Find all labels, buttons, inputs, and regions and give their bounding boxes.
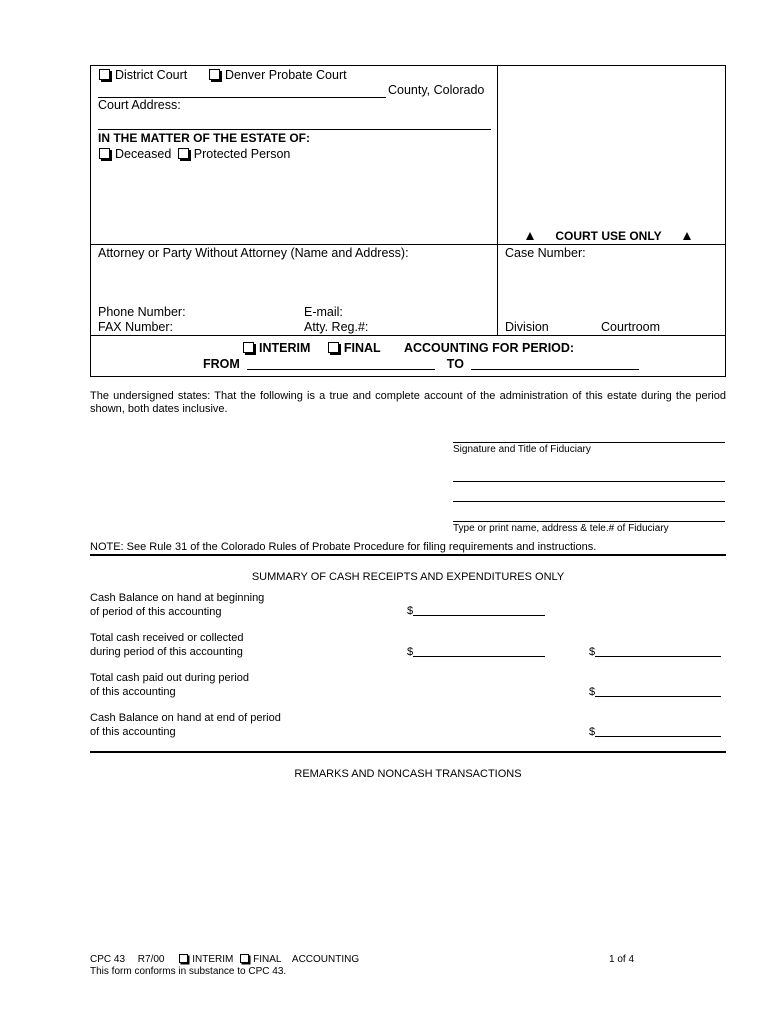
district-court-checkbox[interactable] [99, 69, 110, 80]
footer-final-checkbox [240, 954, 249, 963]
summary-row-ending-balance [90, 711, 281, 739]
up-arrow-left-icon [526, 232, 534, 240]
amount-line[interactable] [595, 645, 721, 657]
caption-column-divider [497, 65, 498, 335]
protected-person-option[interactable] [175, 147, 291, 161]
dollar-sign: $ [407, 646, 414, 658]
footer-left [90, 954, 359, 978]
accounting-type-row [243, 341, 574, 355]
amount-line[interactable] [413, 604, 545, 616]
protected-person-checkbox[interactable] [178, 148, 189, 159]
division-label: Division [505, 320, 549, 334]
beginning-balance-amount-field[interactable] [407, 604, 545, 617]
summary-row-label-line1: Total cash received or collected [90, 632, 244, 644]
in-the-matter-label: IN THE MATTER OF THE ESTATE OF: [98, 131, 310, 145]
district-court-option[interactable] [99, 68, 187, 82]
footer-form-code: CPC 43 [90, 954, 126, 965]
caption-left-border [90, 65, 91, 376]
summary-row-cash-received [90, 631, 243, 659]
amount-line[interactable] [595, 725, 721, 737]
phone-number-label: Phone Number: [98, 305, 186, 319]
summary-row-label-line2: of this accounting [90, 686, 176, 698]
footer-final-label: FINAL [253, 954, 282, 965]
caption-row-divider-2 [90, 335, 726, 336]
protected-person-label: Protected Person [193, 147, 291, 161]
courtroom-label: Courtroom [601, 320, 661, 334]
accounting-for-period-label: ACCOUNTING FOR PERIOD: [403, 341, 575, 355]
footer-final [240, 954, 281, 965]
interim-checkbox[interactable] [243, 342, 254, 353]
footer-interim-checkbox [179, 954, 188, 963]
fiduciary-phone-line[interactable] [453, 521, 725, 522]
footer-conforms: This form conforms in substance to CPC 43. [90, 966, 287, 977]
final-checkbox[interactable] [328, 342, 339, 353]
atty-reg-label: Atty. Reg.#: [304, 320, 369, 334]
denver-probate-court-option[interactable] [209, 68, 347, 82]
footer-interim-label: INTERIM [192, 954, 234, 965]
attorney-label: Attorney or Party Without Attorney (Name and Address): [98, 246, 409, 260]
case-number-label: Case Number: [505, 246, 586, 260]
denver-probate-court-checkbox[interactable] [209, 69, 220, 80]
from-date-field[interactable] [247, 358, 435, 370]
ending-balance-amount-field[interactable] [589, 725, 721, 738]
signature-title-label: Signature and Title of Fiduciary [453, 444, 591, 455]
county-colorado-label: County, Colorado [388, 83, 485, 97]
signature-line[interactable] [453, 442, 725, 443]
court-address-line[interactable] [98, 129, 491, 130]
summary-row-beginning-balance [90, 591, 264, 619]
page-number: 1 of 4 [609, 954, 635, 965]
up-arrow-right-icon [683, 232, 691, 240]
cash-received-amount-field[interactable] [407, 645, 545, 658]
footer-form-line [90, 954, 359, 966]
amount-line[interactable] [595, 685, 721, 697]
type-print-label: Type or print name, address & tele.# of Fiduciary [453, 523, 669, 534]
caption-row-divider-1 [90, 244, 726, 245]
interim-option[interactable] [243, 341, 310, 355]
period-dates-row [203, 357, 639, 371]
dollar-sign: $ [407, 605, 414, 617]
cash-received-total-field[interactable] [589, 645, 721, 658]
estate-type-options [99, 147, 290, 161]
fax-number-label: FAX Number: [98, 320, 174, 334]
fiduciary-address-line[interactable] [453, 501, 725, 502]
amount-line[interactable] [413, 645, 545, 657]
footer-accounting: ACCOUNTING [291, 954, 360, 965]
fiduciary-name-line[interactable] [453, 481, 725, 482]
court-use-only-label: COURT USE ONLY [555, 229, 662, 243]
district-court-label: District Court [115, 68, 188, 82]
caption-right-border [725, 65, 726, 376]
summary-row-label-line1: Total cash paid out during period [90, 672, 249, 684]
remarks-area[interactable] [90, 786, 726, 946]
summary-heading: SUMMARY OF CASH RECEIPTS AND EXPENDITURES ONLY [251, 571, 565, 583]
court-use-only-row [526, 229, 701, 243]
deceased-checkbox[interactable] [99, 148, 110, 159]
to-date-field[interactable] [471, 358, 639, 370]
interim-label: INTERIM [259, 341, 311, 355]
dollar-sign: $ [589, 726, 596, 738]
summary-row-label-line1: Cash Balance on hand at end of period [90, 712, 281, 724]
deceased-option[interactable] [99, 147, 171, 161]
denver-probate-court-label: Denver Probate Court [225, 68, 347, 82]
summary-row-label-line2: of period of this accounting [90, 606, 222, 618]
summary-row-label-line2: of this accounting [90, 726, 176, 738]
cash-paid-out-amount-field[interactable] [589, 685, 721, 698]
footer-interim [179, 954, 233, 965]
final-label: FINAL [343, 341, 381, 355]
from-label: FROM [203, 357, 240, 371]
summary-row-label-line2: during period of this accounting [90, 646, 243, 658]
caption-top-border [90, 65, 726, 66]
summary-row-cash-paid-out [90, 671, 249, 699]
caption-bottom-border [90, 376, 726, 377]
dollar-sign: $ [589, 646, 596, 658]
deceased-label: Deceased [115, 147, 172, 161]
note-divider [90, 554, 726, 556]
court-address-label: Court Address: [98, 98, 181, 112]
remarks-heading: REMARKS AND NONCASH TRANSACTIONS [294, 768, 522, 780]
summary-divider [90, 751, 726, 753]
note-text: NOTE: See Rule 31 of the Colorado Rules of Probate Procedure for filing requirements and instructions. [90, 541, 597, 553]
summary-row-label-line1: Cash Balance on hand at beginning [90, 592, 265, 604]
statement-text: The undersigned states: That the following is a true and complete account of the administration of this estate during the period shown, both dates inclusive. [90, 390, 726, 415]
footer-revision: R7/00 [137, 954, 165, 965]
dollar-sign: $ [589, 686, 596, 698]
email-label: E-mail: [304, 305, 343, 319]
final-option[interactable] [328, 341, 381, 355]
to-label: TO [446, 357, 464, 371]
